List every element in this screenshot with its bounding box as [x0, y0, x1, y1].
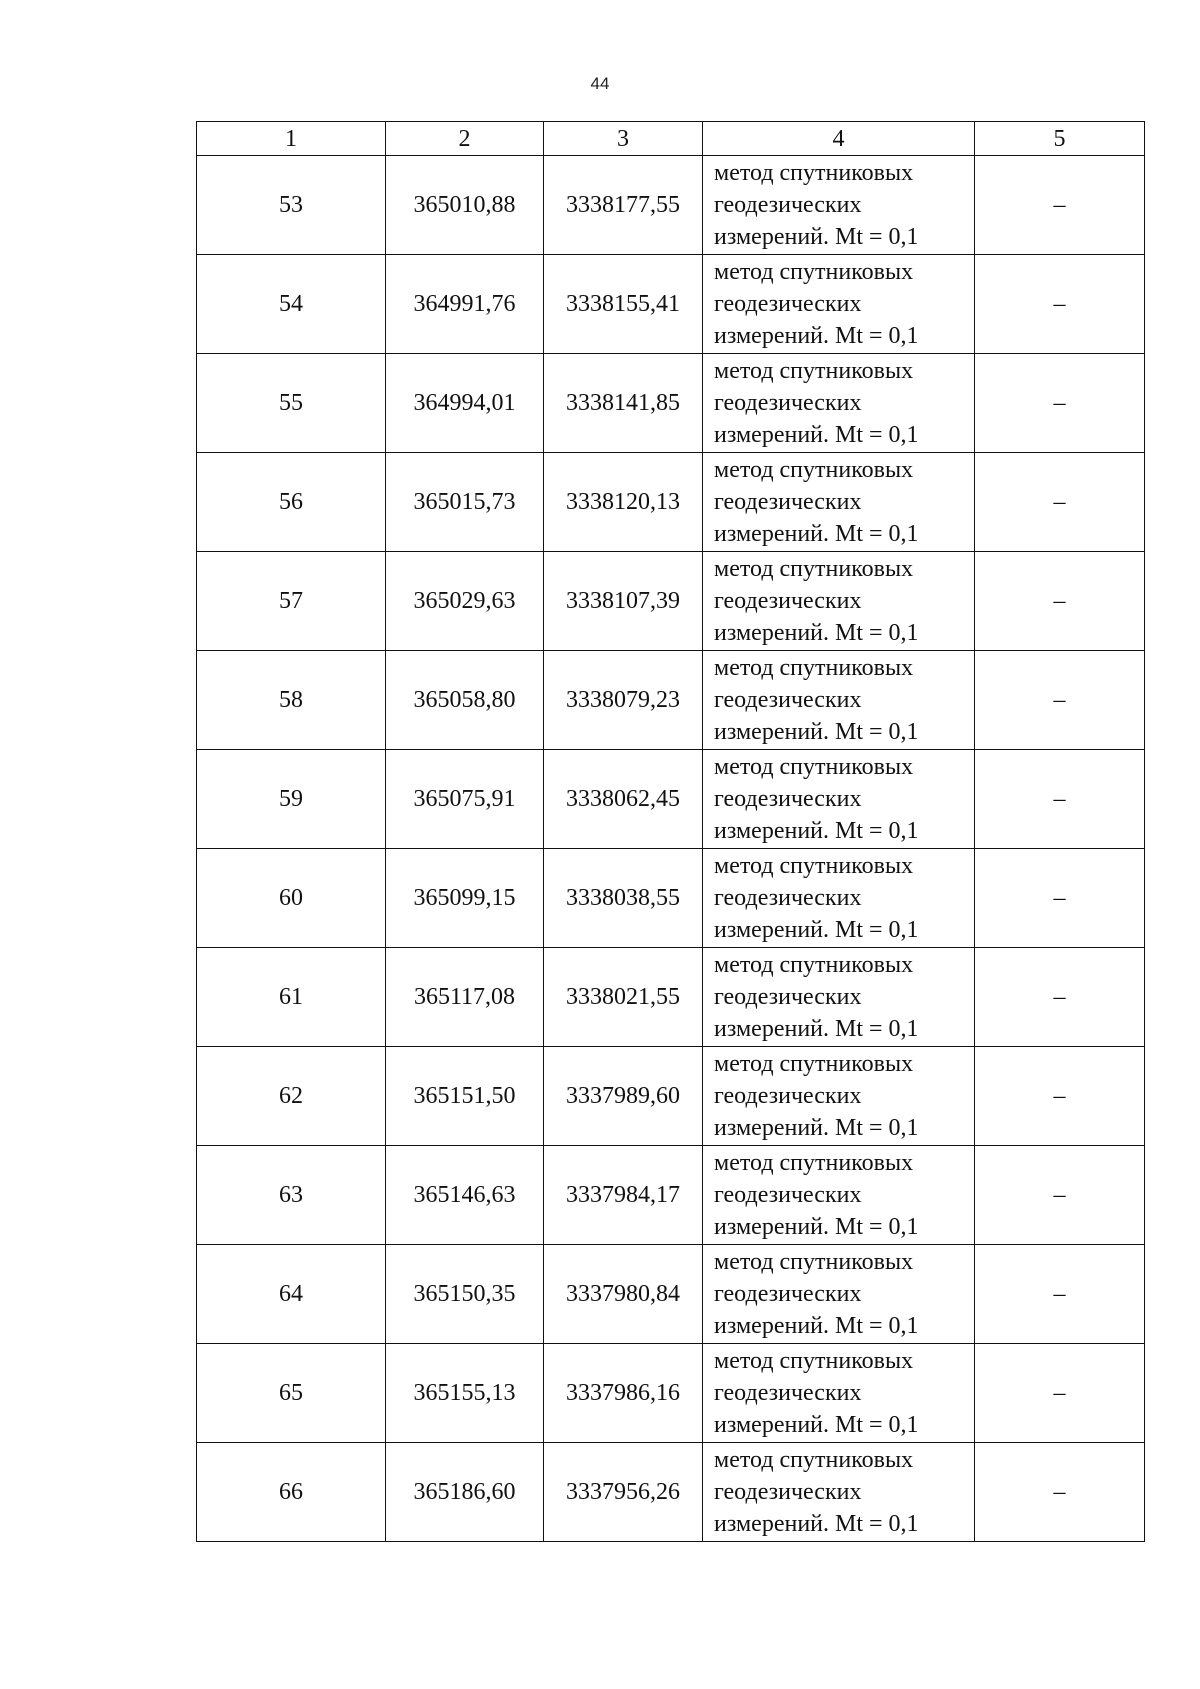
- point-number-cell: 54: [197, 255, 386, 354]
- method-cell: [703, 948, 975, 1047]
- table-row: [197, 1047, 1145, 1146]
- method-text-line: геодезических: [714, 192, 862, 218]
- method-text-line: геодезических: [714, 1479, 862, 1505]
- note-cell: –: [975, 651, 1145, 750]
- point-number-cell: 65: [197, 1344, 386, 1443]
- table-row: [197, 651, 1145, 750]
- method-text-line: метод спутниковых: [714, 259, 914, 285]
- y-coordinate-cell: 3338177,55: [544, 156, 703, 255]
- x-coordinate-cell: 365099,15: [386, 849, 544, 948]
- method-cell: [703, 651, 975, 750]
- method-text-line: геодезических: [714, 786, 862, 812]
- point-number-cell: 61: [197, 948, 386, 1047]
- x-coordinate-cell: 365151,50: [386, 1047, 544, 1146]
- note-cell: –: [975, 1344, 1145, 1443]
- x-coordinate-cell: 365010,88: [386, 156, 544, 255]
- y-coordinate-cell: 3338155,41: [544, 255, 703, 354]
- method-cell: [703, 1146, 975, 1245]
- method-text-line: измерений. Mt = 0,1: [714, 1313, 919, 1339]
- method-text-line: геодезических: [714, 489, 862, 515]
- method-cell: [703, 1344, 975, 1443]
- method-text-line: метод спутниковых: [714, 1150, 914, 1176]
- method-cell: [703, 1245, 975, 1344]
- x-coordinate-cell: 365155,13: [386, 1344, 544, 1443]
- method-text-line: метод спутниковых: [714, 655, 914, 681]
- table-row: [197, 1443, 1145, 1542]
- method-cell: [703, 849, 975, 948]
- table-row: [197, 849, 1145, 948]
- table-row: [197, 948, 1145, 1047]
- method-text-line: измерений. Mt = 0,1: [714, 620, 919, 646]
- y-coordinate-cell: 3338107,39: [544, 552, 703, 651]
- y-coordinate-cell: 3338120,13: [544, 453, 703, 552]
- x-coordinate-cell: 365015,73: [386, 453, 544, 552]
- method-cell: [703, 750, 975, 849]
- method-text-line: геодезических: [714, 1182, 862, 1208]
- table-header-row: [197, 122, 1145, 156]
- point-number-cell: 60: [197, 849, 386, 948]
- y-coordinate-cell: 3338079,23: [544, 651, 703, 750]
- point-number-cell: 58: [197, 651, 386, 750]
- method-text-line: метод спутниковых: [714, 160, 914, 186]
- column-header-3: 3: [544, 122, 703, 156]
- method-text-line: измерений. Mt = 0,1: [714, 224, 919, 250]
- method-text-line: измерений. Mt = 0,1: [714, 719, 919, 745]
- table-row: [197, 156, 1145, 255]
- method-text-line: геодезических: [714, 1083, 862, 1109]
- y-coordinate-cell: 3338141,85: [544, 354, 703, 453]
- table-row: [197, 255, 1145, 354]
- note-cell: –: [975, 156, 1145, 255]
- x-coordinate-cell: 365186,60: [386, 1443, 544, 1542]
- method-text-line: измерений. Mt = 0,1: [714, 1115, 919, 1141]
- method-text-line: геодезических: [714, 588, 862, 614]
- note-cell: –: [975, 354, 1145, 453]
- point-number-cell: 53: [197, 156, 386, 255]
- note-cell: –: [975, 255, 1145, 354]
- column-header-5: 5: [975, 122, 1145, 156]
- note-cell: –: [975, 1146, 1145, 1245]
- method-text-line: геодезических: [714, 1281, 862, 1307]
- point-number-cell: 63: [197, 1146, 386, 1245]
- method-text-line: метод спутниковых: [714, 1348, 914, 1374]
- point-number-cell: 55: [197, 354, 386, 453]
- method-cell: [703, 255, 975, 354]
- table-row: [197, 1146, 1145, 1245]
- method-text-line: метод спутниковых: [714, 457, 914, 483]
- method-text-line: метод спутниковых: [714, 853, 914, 879]
- method-cell: [703, 552, 975, 651]
- note-cell: –: [975, 1245, 1145, 1344]
- table-row: [197, 750, 1145, 849]
- method-cell: [703, 1047, 975, 1146]
- method-text-line: метод спутниковых: [714, 358, 914, 384]
- y-coordinate-cell: 3337956,26: [544, 1443, 703, 1542]
- point-number-cell: 64: [197, 1245, 386, 1344]
- point-number-cell: 57: [197, 552, 386, 651]
- note-cell: –: [975, 948, 1145, 1047]
- method-text-line: измерений. Mt = 0,1: [714, 422, 919, 448]
- method-text-line: геодезических: [714, 1380, 862, 1406]
- method-text-line: метод спутниковых: [714, 556, 914, 582]
- table-row: [197, 552, 1145, 651]
- x-coordinate-cell: 364991,76: [386, 255, 544, 354]
- method-text-line: метод спутниковых: [714, 1051, 914, 1077]
- note-cell: –: [975, 1443, 1145, 1542]
- method-text-line: измерений. Mt = 0,1: [714, 521, 919, 547]
- method-text-line: геодезических: [714, 984, 862, 1010]
- column-header-1: 1: [197, 122, 386, 156]
- x-coordinate-cell: 364994,01: [386, 354, 544, 453]
- x-coordinate-cell: 365029,63: [386, 552, 544, 651]
- y-coordinate-cell: 3337984,17: [544, 1146, 703, 1245]
- table-row: [197, 1344, 1145, 1443]
- method-text-line: измерений. Mt = 0,1: [714, 323, 919, 349]
- note-cell: –: [975, 1047, 1145, 1146]
- point-number-cell: 59: [197, 750, 386, 849]
- method-text-line: измерений. Mt = 0,1: [714, 917, 919, 943]
- note-cell: –: [975, 453, 1145, 552]
- method-text-line: геодезических: [714, 885, 862, 911]
- column-header-2: 2: [386, 122, 544, 156]
- point-number-cell: 62: [197, 1047, 386, 1146]
- x-coordinate-cell: 365150,35: [386, 1245, 544, 1344]
- point-number-cell: 56: [197, 453, 386, 552]
- x-coordinate-cell: 365146,63: [386, 1146, 544, 1245]
- page-number: 44: [590, 74, 610, 93]
- method-text-line: измерений. Mt = 0,1: [714, 1214, 919, 1240]
- y-coordinate-cell: 3338021,55: [544, 948, 703, 1047]
- column-header-4: 4: [703, 122, 975, 156]
- note-cell: –: [975, 552, 1145, 651]
- x-coordinate-cell: 365058,80: [386, 651, 544, 750]
- y-coordinate-cell: 3338062,45: [544, 750, 703, 849]
- y-coordinate-cell: 3337986,16: [544, 1344, 703, 1443]
- x-coordinate-cell: 365117,08: [386, 948, 544, 1047]
- y-coordinate-cell: 3337980,84: [544, 1245, 703, 1344]
- y-coordinate-cell: 3338038,55: [544, 849, 703, 948]
- method-cell: [703, 354, 975, 453]
- method-text-line: метод спутниковых: [714, 1447, 914, 1473]
- x-coordinate-cell: 365075,91: [386, 750, 544, 849]
- method-cell: [703, 1443, 975, 1542]
- note-cell: –: [975, 750, 1145, 849]
- method-text-line: геодезических: [714, 291, 862, 317]
- method-text-line: измерений. Mt = 0,1: [714, 1016, 919, 1042]
- method-cell: [703, 453, 975, 552]
- point-number-cell: 66: [197, 1443, 386, 1542]
- table-body: [197, 156, 1145, 1542]
- method-text-line: геодезических: [714, 687, 862, 713]
- method-cell: [703, 156, 975, 255]
- method-text-line: измерений. Mt = 0,1: [714, 1511, 919, 1537]
- method-text-line: метод спутниковых: [714, 1249, 914, 1275]
- y-coordinate-cell: 3337989,60: [544, 1047, 703, 1146]
- table-row: [197, 453, 1145, 552]
- method-text-line: геодезических: [714, 390, 862, 416]
- method-text-line: метод спутниковых: [714, 952, 914, 978]
- method-text-line: метод спутниковых: [714, 754, 914, 780]
- table-row: [197, 1245, 1145, 1344]
- coordinates-table: [196, 121, 1145, 1542]
- method-text-line: измерений. Mt = 0,1: [714, 818, 919, 844]
- method-text-line: измерений. Mt = 0,1: [714, 1412, 919, 1438]
- note-cell: –: [975, 849, 1145, 948]
- table-row: [197, 354, 1145, 453]
